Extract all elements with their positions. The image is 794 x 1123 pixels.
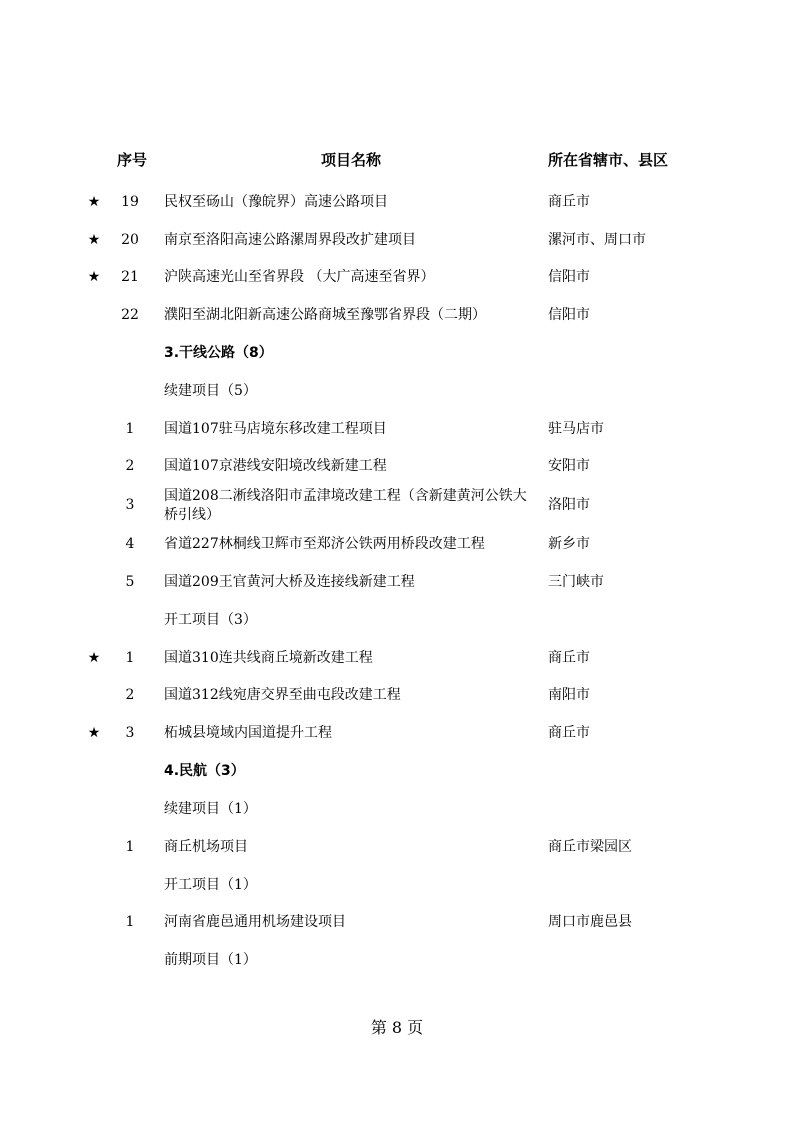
project-location: 南阳市 <box>548 687 590 703</box>
project-location: 商丘市 <box>548 650 590 666</box>
project-name: 国道209王官黄河大桥及连接线新建工程 <box>164 574 415 590</box>
project-name: 国道107驻马店境东移改建工程项目 <box>164 421 387 437</box>
project-location: 周口市鹿邑县 <box>548 914 632 930</box>
header-location: 所在省辖市、县区 <box>548 151 669 169</box>
project-location: 安阳市 <box>548 458 590 474</box>
header-name: 项目名称 <box>321 151 382 169</box>
row-number: 4 <box>125 536 135 552</box>
project-name: 河南省鹿邑通用机场建设项目 <box>164 914 346 930</box>
subsection-title: 开工项目（3） <box>164 612 257 628</box>
section-title: 3.干线公路（8） <box>164 345 273 361</box>
row-number: 20 <box>121 232 139 248</box>
subsection-title: 前期项目（1） <box>164 952 257 968</box>
row-number: 2 <box>125 458 135 474</box>
row-number: 1 <box>125 650 135 666</box>
row-number: 19 <box>121 194 139 210</box>
row-number: 21 <box>121 269 139 285</box>
project-name: 南京至洛阳高速公路漯周界段改扩建项目 <box>164 232 416 248</box>
star-marker: ★ <box>87 650 101 666</box>
project-location: 漯河市、周口市 <box>548 232 646 248</box>
row-number: 3 <box>125 725 135 741</box>
project-location: 驻马店市 <box>548 421 604 437</box>
row-number: 3 <box>125 497 135 513</box>
project-name: 国道310连共线商丘境新改建工程 <box>164 650 373 666</box>
project-location: 商丘市梁园区 <box>548 839 632 855</box>
project-name: 柘城县境域内国道提升工程 <box>164 725 332 741</box>
project-location: 商丘市 <box>548 725 590 741</box>
row-number: 1 <box>125 839 135 855</box>
project-location: 洛阳市 <box>548 497 590 513</box>
row-number: 2 <box>125 687 135 703</box>
project-name: 省道227林桐线卫辉市至郑济公铁两用桥段改建工程 <box>164 536 485 552</box>
row-number: 5 <box>125 574 135 590</box>
header-seq: 序号 <box>117 151 148 169</box>
star-marker: ★ <box>87 269 101 285</box>
star-marker: ★ <box>87 194 101 210</box>
project-location: 商丘市 <box>548 194 590 210</box>
row-number: 1 <box>125 421 135 437</box>
project-name: 民权至砀山（豫皖界）高速公路项目 <box>164 194 388 210</box>
table-row <box>0 487 794 525</box>
project-name: 国道107京港线安阳境改线新建工程 <box>164 458 387 474</box>
star-marker: ★ <box>87 725 101 741</box>
project-location: 新乡市 <box>548 536 590 552</box>
project-name: 国道208二淅线洛阳市孟津境改建工程（含新建黄河公铁大桥引线） <box>164 488 527 523</box>
table-header <box>0 149 794 171</box>
project-location: 信阳市 <box>548 307 590 323</box>
section-title: 4.民航（3） <box>164 763 245 779</box>
row-number: 1 <box>125 914 135 930</box>
project-location: 三门峡市 <box>548 574 604 590</box>
project-name: 濮阳至湖北阳新高速公路商城至豫鄂省界段（二期） <box>164 307 486 323</box>
row-number: 22 <box>121 307 139 323</box>
page-number: 第 8 页 <box>370 1018 424 1037</box>
subsection-title: 续建项目（1） <box>164 801 257 817</box>
subsection-title: 续建项目（5） <box>164 383 257 399</box>
project-name: 商丘机场项目 <box>164 839 248 855</box>
project-name: 沪陕高速光山至省界段 （大广高速至省界） <box>164 269 435 285</box>
project-location: 信阳市 <box>548 269 590 285</box>
project-name: 国道312线宛唐交界至曲屯段改建工程 <box>164 687 401 703</box>
star-marker: ★ <box>87 232 101 248</box>
subsection-title: 开工项目（1） <box>164 877 257 893</box>
